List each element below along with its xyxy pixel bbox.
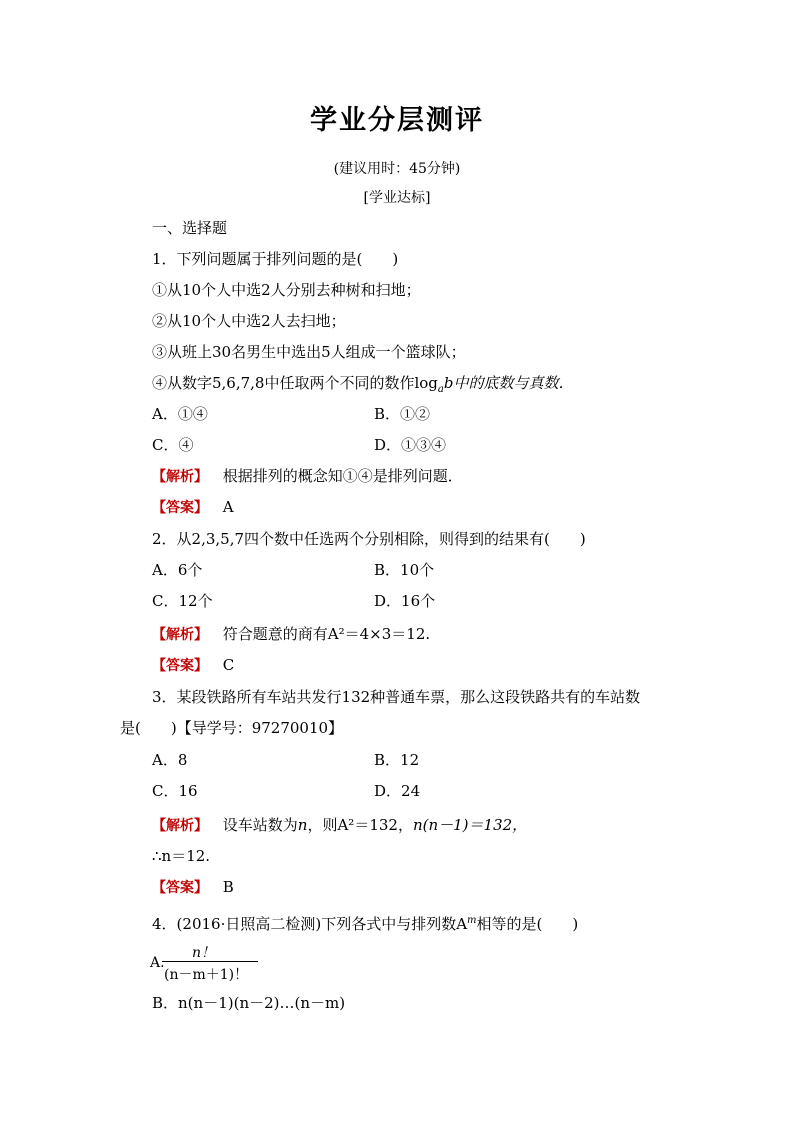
q1-item-3: ③从班上30名男生中选出5人组成一个篮球队； — [152, 343, 466, 361]
q1-option-a: A．①④ — [152, 405, 208, 423]
analysis-tag: 【解析】 — [152, 818, 208, 834]
q1-option-c: C．④ — [152, 436, 194, 454]
page: 学业分层测评 (建议用时：45分钟) [学业达标] 一、选择题 1．下列问题属于排列问题的是( ) ①从10个人中选2人分别去种树和扫地； ②从10个人中选2人去扫地； ③从班上30名男生中选出5人组成一个篮球队； ④从数字5,6,7,8中任取两个不同的数作$\log_ab$中的底数与真数． A．①④ B．①② C．④ D．①③④ 【解析】 根据排列的概念知①④是排列问题． 【答案】 A 2．从2,3,5,7四个数中任选两个分别相除，则得到的结果有( ) A．6个 B．10个 C．12个 D．16个 【解析】 符合题意的商有A²＝4×3＝12. 【答案】 C 3．某段铁路所有车站共发行132种普通车票，那么这段铁路共有的车站数 是( )【导学号：97270010】 A．8 B．12 C．16 D．24 【解析】 设车站数为n，则A²＝132，n(n－1)＝132， ∴n＝12. 【答案】 B 4．(2016·日照高二检测)下列各式中与排列数$A^m$相等的是( ) A. n！ (n－m＋1)！ B．n(n－1)(n－2)…(n－m) — [0, 0, 794, 1123]
q3-option-d: D．24 — [374, 782, 421, 800]
q2-option-c: C．12个 — [152, 592, 213, 610]
q1-item-4: ④从数字5,6,7,8中任取两个不同的数作$\log_ab$中的底数与真数． — [152, 374, 574, 395]
q3-option-a: A．8 — [152, 751, 188, 769]
q4-option-b: B．n(n－1)(n－2)…(n－m) — [152, 994, 346, 1012]
q3-analysis: 【解析】 设车站数为n，则A²＝132，n(n－1)＝132， — [152, 816, 528, 834]
section-tag: [学业达标] — [363, 190, 431, 206]
time-note: (建议用时：45分钟) — [333, 161, 461, 177]
q2-answer: 【答案】 C — [152, 656, 235, 674]
q2-option-b: B．10个 — [374, 561, 435, 579]
q3-option-c: C．16 — [152, 782, 198, 800]
q3-analysis-line2: ∴n＝12. — [152, 847, 211, 865]
fraction-bar — [162, 961, 258, 962]
q2-stem: 2．从2,3,5,7四个数中任选两个分别相除，则得到的结果有( ) — [152, 530, 586, 548]
part-heading: 一、选择题 — [152, 219, 228, 237]
q2-option-d: D．16个 — [374, 592, 436, 610]
q4-stem: 4．(2016·日照高二检测)下列各式中与排列数$A^m$相等的是( ) — [152, 915, 579, 933]
answer-tag: 【答案】 — [152, 658, 208, 674]
q3-option-b: B．12 — [374, 751, 420, 769]
q1-option-d: D．①③④ — [374, 436, 447, 454]
analysis-tag: 【解析】 — [152, 627, 208, 643]
page-title: 学业分层测评 — [310, 105, 484, 136]
q1-option-b: B．①② — [374, 405, 431, 423]
fraction-numerator: n！ — [192, 945, 216, 961]
q2-option-a: A．6个 — [152, 561, 203, 579]
analysis-tag: 【解析】 — [152, 469, 208, 485]
q1-answer: 【答案】 A — [152, 498, 234, 516]
q1-item-1: ①从10个人中选2人分别去种树和扫地； — [152, 281, 421, 299]
q1-stem: 1．下列问题属于排列问题的是( ) — [152, 250, 399, 268]
q3-stem-line2: 是( )【导学号：97270010】 — [120, 719, 344, 737]
answer-tag: 【答案】 — [152, 500, 208, 516]
fraction-denominator: (n－m＋1)！ — [164, 967, 249, 983]
answer-tag: 【答案】 — [152, 880, 208, 896]
q3-answer: 【答案】 B — [152, 878, 234, 896]
q2-analysis: 【解析】 符合题意的商有A²＝4×3＝12. — [152, 625, 431, 643]
q1-item-2: ②从10个人中选2人去扫地； — [152, 312, 346, 330]
q1-analysis: 【解析】 根据排列的概念知①④是排列问题． — [152, 467, 463, 485]
q3-stem-line1: 3．某段铁路所有车站共发行132种普通车票，那么这段铁路共有的车站数 — [152, 688, 641, 706]
